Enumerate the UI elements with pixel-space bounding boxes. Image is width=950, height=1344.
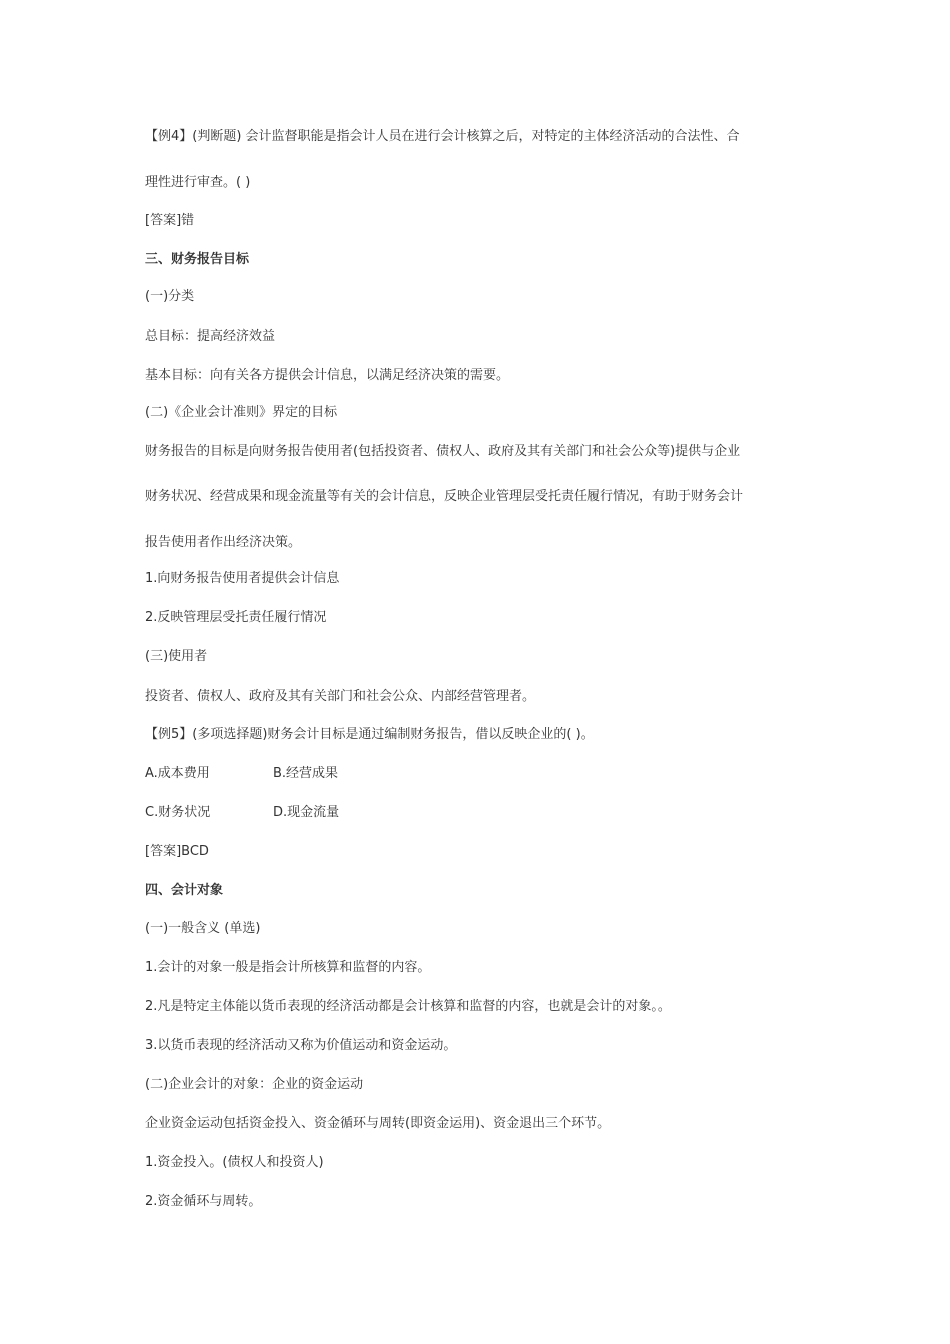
list-item-1: 1.向财务报告使用者提供会计信息	[145, 571, 340, 586]
list-item-object-3: 3.以货币表现的经济活动又称为价值运动和资金运动。	[145, 1038, 457, 1053]
list-item-object-1: 1.会计的对象一般是指会计所核算和监督的内容。	[145, 960, 431, 975]
paragraph-report-goal-1: 财务报告的目标是向财务报告使用者(包括投资者、债权人、政府及其有关部门和社会公众等)提供与企业	[145, 444, 741, 459]
example-5-question: 【例5】(多项选择题)财务会计目标是通过编制财务报告，借以反映企业的( )。	[145, 727, 594, 742]
paragraph-general-goal: 总目标：提高经济效益	[145, 329, 276, 344]
options-row-1	[145, 765, 339, 783]
section-heading-4: 四、会计对象	[145, 883, 224, 898]
option-c: C.财务状况	[145, 805, 211, 820]
paragraph-fund-movement: 企业资金运动包括资金投入、资金循环与周转(即资金运用)、资金退出三个环节。	[145, 1116, 611, 1131]
subheading-classification: (一)分类	[145, 289, 195, 304]
subheading-standards-goal: (二)《企业会计准则》界定的目标	[145, 405, 338, 420]
option-b: B.经营成果	[273, 766, 339, 781]
options-row-2	[145, 804, 340, 822]
subheading-general-meaning: (一)一般含义 (单选)	[145, 921, 261, 936]
paragraph-report-goal-3: 报告使用者作出经济决策。	[145, 535, 302, 550]
option-d: D.现金流量	[273, 805, 340, 820]
list-item-2: 2.反映管理层受托责任履行情况	[145, 610, 327, 625]
section-heading-3: 三、财务报告目标	[145, 252, 250, 267]
example-4-question: 【例4】(判断题) 会计监督职能是指会计人员在进行会计核算之后，对特定的主体经济活动的合法性、合	[145, 129, 740, 144]
subheading-enterprise-object: (二)企业会计的对象：企业的资金运动	[145, 1077, 364, 1092]
example-4-answer: [答案]错	[145, 213, 195, 228]
list-item-fund-1: 1.资金投入。(债权人和投资人)	[145, 1155, 324, 1170]
list-item-object-2: 2.凡是特定主体能以货币表现的经济活动都是会计核算和监督的内容，也就是会计的对象。。	[145, 999, 671, 1014]
option-a: A.成本费用	[145, 766, 210, 781]
example-5-answer: [答案]BCD	[145, 844, 209, 859]
list-item-fund-2: 2.资金循环与周转。	[145, 1194, 262, 1209]
paragraph-users: 投资者、债权人、政府及其有关部门和社会公众、内部经营管理者。	[145, 689, 536, 704]
subheading-users: (三)使用者	[145, 649, 208, 664]
paragraph-report-goal-2: 财务状况、经营成果和现金流量等有关的会计信息，反映企业管理层受托责任履行情况，有助于财务会计	[145, 489, 744, 504]
paragraph-basic-goal: 基本目标：向有关各方提供会计信息，以满足经济决策的需要。	[145, 368, 510, 383]
example-4-question-cont: 理性进行审查。( )	[145, 175, 251, 190]
